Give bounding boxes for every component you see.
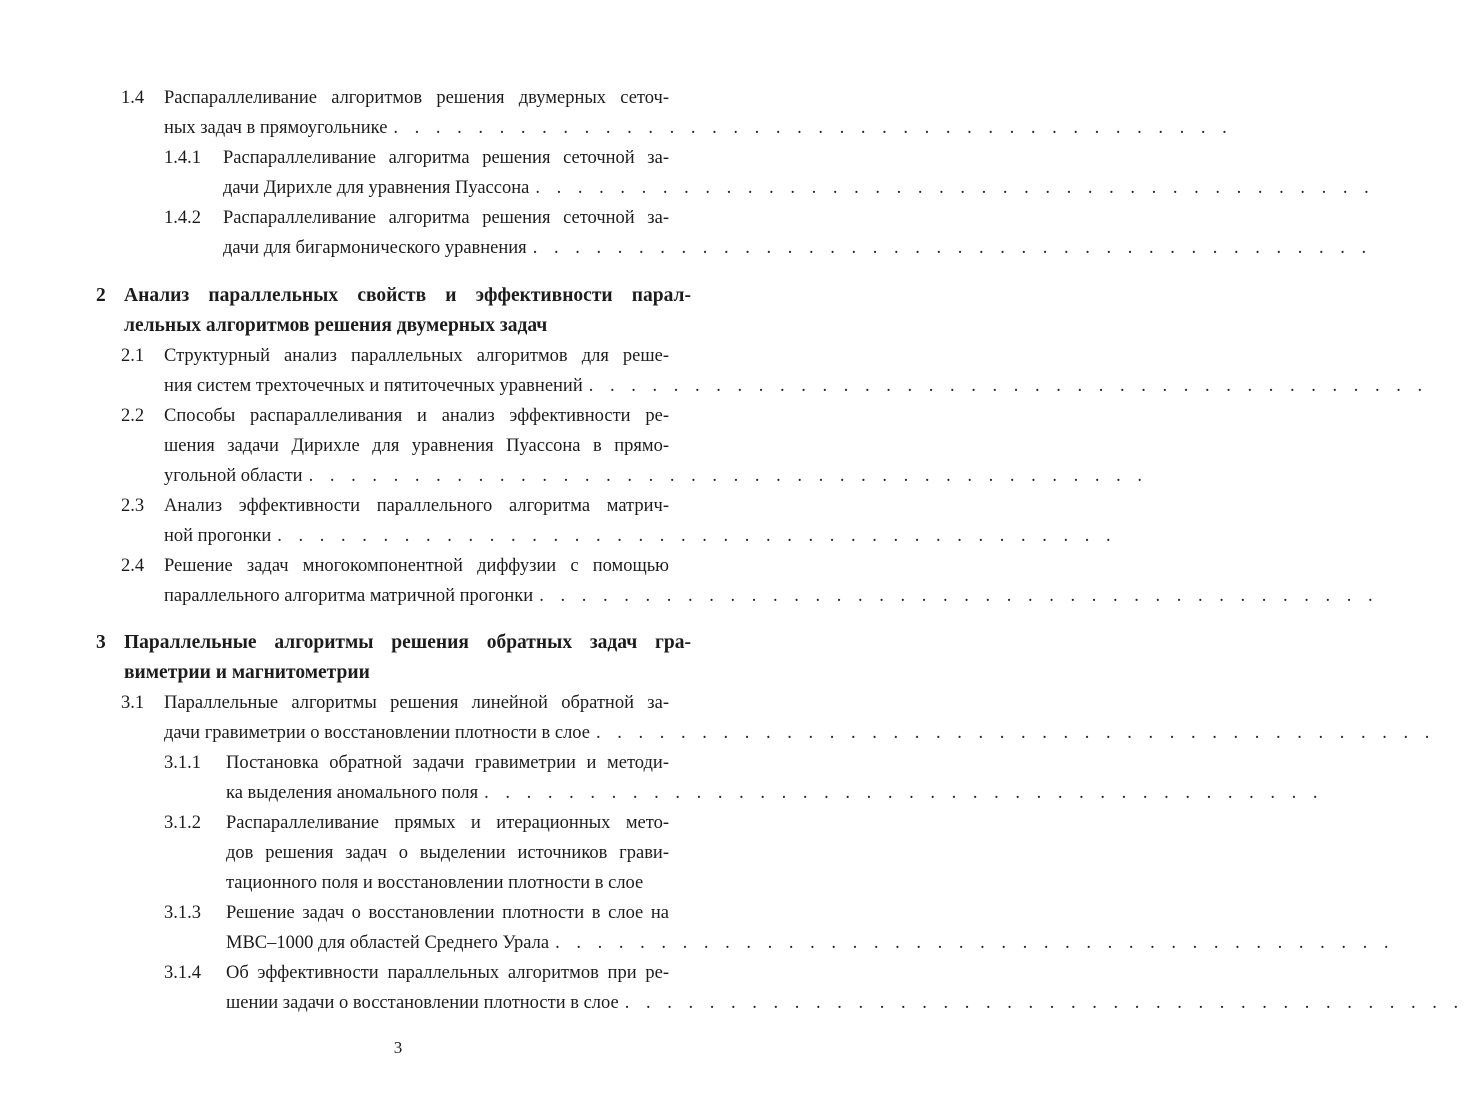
leader-dots: . . . . . . . . . . . . . . . . . . . . . . . . . . . . . . . . . . . . . . . . [277, 526, 1117, 546]
leader-dots: . . . . . . . . . . . . . . . . . . . . . . . . . . . . . . . . . . . . . . . . [308, 466, 1148, 486]
leader-dots: . . . . . . . . . . . . . . . . . . . . . . . . . . . . . . . . . . . . . . . . [555, 933, 1395, 953]
toc-title-line: дачи гравиметрии о восстановлении плотности в слое . . . . . . . . . . . . . . . . . . . . . . . . . . . . . . . . . . . . . . . . [164, 718, 669, 748]
toc-number: 3.1.2 [164, 813, 201, 833]
toc-number: 2.3 [121, 496, 145, 516]
toc-title-line: Анализ параллельных свойств и эффективности парал- [124, 285, 691, 306]
toc-title-line: Постановка обратной задачи гравиметрии и методи- [226, 753, 669, 773]
toc-title-line: лельных алгоритмов решения двумерных задач [124, 315, 548, 336]
toc-title-line: дачи для бигармонического уравнения . . . . . . . . . . . . . . . . . . . . . . . . . . . . . . . . . . . . . . . . [223, 233, 669, 263]
page-number: 3 [393, 1038, 403, 1057]
toc-number: 1.4 [121, 88, 145, 108]
toc-title-line: МВС–1000 для областей Среднего Урала . . . . . . . . . . . . . . . . . . . . . . . . . . . . . . . . . . . . . . . . [226, 928, 669, 958]
toc-title-line: шения задачи Дирихле для уравнения Пуассона в прямо- [164, 436, 669, 456]
toc-title-line: ных задач в прямоугольнике . . . . . . . . . . . . . . . . . . . . . . . . . . . . . . . . . . . . . . . . [164, 113, 669, 143]
toc-title-line: тационного поля и восстановлении плотности в слое [226, 873, 644, 893]
toc-title-line: Анализ эффективности параллельного алгоритма матрич- [164, 496, 669, 516]
toc-title-line: Структурный анализ параллельных алгоритмов для реше- [164, 346, 669, 366]
toc-number: 3.1.4 [164, 963, 201, 983]
toc-number: 3 [96, 632, 106, 653]
toc-title-line: ния систем трехточечных и пятиточечных уравнений . . . . . . . . . . . . . . . . . . . . . . . . . . . . . . . . . . . . . . . . [164, 371, 669, 401]
toc-number: 2 [96, 285, 106, 306]
toc-title-line: дов решения задач о выделении источников грави- [226, 843, 669, 863]
toc-title-line: ка выделения аномального поля . . . . . . . . . . . . . . . . . . . . . . . . . . . . . . . . . . . . . . . . [226, 778, 669, 808]
leader-dots: . . . . . . . . . . . . . . . . . . . . . . . . . . . . . . . . . . . . . . . . [484, 783, 1324, 803]
leader-dots: . . . . . . . . . . . . . . . . . . . . . . . . . . . . . . . . . . . . . . . . [393, 118, 1233, 138]
toc-number: 3.1.3 [164, 903, 201, 923]
toc-title-line: Распараллеливание алгоритма решения сеточной за- [223, 148, 669, 168]
toc-number: 3.1 [121, 693, 145, 713]
toc-title-line: Распараллеливание прямых и итерационных мето- [226, 813, 669, 833]
toc-title-line: Решение задач о восстановлении плотности в слое на [226, 903, 669, 923]
leader-dots: . . . . . . . . . . . . . . . . . . . . . . . . . . . . . . . . . . . . . . . . [535, 178, 1375, 198]
leader-dots: . . . . . . . . . . . . . . . . . . . . . . . . . . . . . . . . . . . . . . . . [596, 723, 1436, 743]
leader-dots: . . . . . . . . . . . . . . . . . . . . . . . . . . . . . . . . . . . . . . . . [588, 376, 1429, 396]
leader-dots: . . . . . . . . . . . . . . . . . . . . . . . . . . . . . . . . . . . . . . . . [624, 993, 1464, 1013]
toc-title-line: Распараллеливание алгоритмов решения двумерных сеточ- [164, 88, 669, 108]
toc-title-line: ной прогонки . . . . . . . . . . . . . . . . . . . . . . . . . . . . . . . . . . . . . . . . [164, 521, 669, 551]
toc-title-line: шении задачи о восстановлении плотности в слое . . . . . . . . . . . . . . . . . . . . . . . . . . . . . . . . . . . . . . . . [226, 988, 669, 1018]
toc-number: 2.1 [121, 346, 145, 366]
toc-number: 1.4.2 [164, 208, 201, 228]
toc-title-line: Способы распараллеливания и анализ эффективности ре- [164, 406, 669, 426]
toc-title-line: угольной области . . . . . . . . . . . . . . . . . . . . . . . . . . . . . . . . . . . . . . . . [164, 461, 669, 491]
leader-dots: . . . . . . . . . . . . . . . . . . . . . . . . . . . . . . . . . . . . . . . . [532, 238, 1373, 258]
toc-title-line: параллельного алгоритма матричной прогонки . . . . . . . . . . . . . . . . . . . . . . . . . . . . . . . . . . . . . . . . [164, 581, 669, 611]
toc-title-line: Параллельные алгоритмы решения линейной обратной за- [164, 693, 669, 713]
toc-number: 1.4.1 [164, 148, 201, 168]
toc-title-line: Параллельные алгоритмы решения обратных задач гра- [124, 632, 691, 653]
toc-title-line: Об эффективности параллельных алгоритмов при ре- [226, 963, 669, 983]
toc-number: 2.4 [121, 556, 145, 576]
toc-title-line: виметрии и магнитометрии [124, 662, 370, 683]
toc-title-line: Решение задач многокомпонентной диффузии с помощью [164, 556, 669, 576]
toc-title-line: Распараллеливание алгоритма решения сеточной за- [223, 208, 669, 228]
toc-number: 2.2 [121, 406, 145, 426]
toc-title-line: дачи Дирихле для уравнения Пуассона . . . . . . . . . . . . . . . . . . . . . . . . . . . . . . . . . . . . . . . . [223, 173, 669, 203]
leader-dots: . . . . . . . . . . . . . . . . . . . . . . . . . . . . . . . . . . . . . . . . [539, 586, 1379, 606]
toc-number: 3.1.1 [164, 753, 201, 773]
